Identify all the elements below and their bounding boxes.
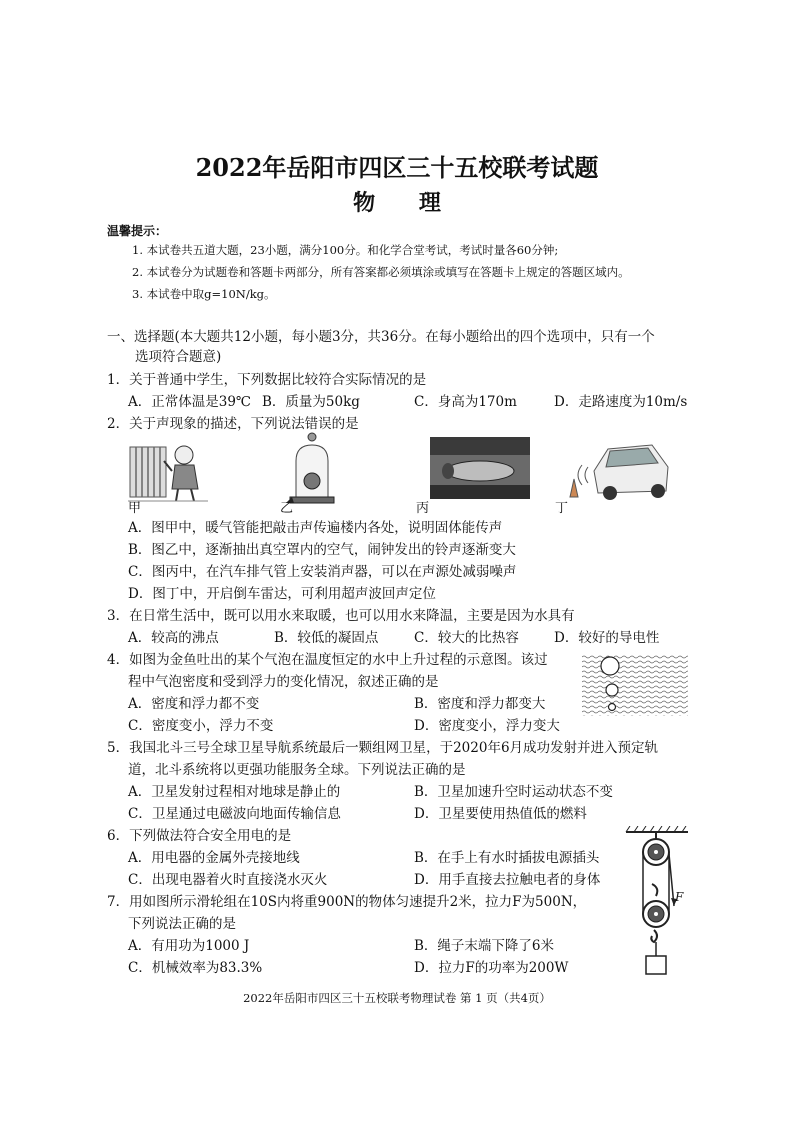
q4-option-a: A．密度和浮力都不变	[128, 696, 260, 712]
section-heading: 一、选择题(本大题共12小题，每小题3分，共36分。在每小题给出的四个选项中，只有一个	[107, 329, 655, 345]
q1-stem: 1．关于普通中学生，下列数据比较符合实际情况的是	[107, 372, 427, 388]
q4-option-d: D．密度变小，浮力变大	[414, 718, 560, 734]
q1-option-d: D．走路速度为10m/s	[554, 394, 688, 410]
q1-option-c: C．身高为170m	[414, 394, 517, 410]
q2-option-b: B．图乙中，逐渐抽出真空罩内的空气，闹钟发出的铃声逐渐变大	[128, 542, 516, 558]
q1-option-a: A．正常体温是39℃	[128, 394, 252, 410]
q6-stem: 6．下列做法符合安全用电的是	[107, 828, 292, 844]
q7-option-b: B．绳子末端下降了6米	[414, 938, 555, 954]
q7-option-c: C．机械效率为83.3%	[128, 960, 263, 976]
q7-option-a: A．有用功为1000 J	[128, 938, 250, 954]
muffler-figure	[430, 437, 530, 499]
q6-option-b: B．在手上有水时插拔电源插头	[414, 850, 600, 866]
figure-label-jia: 甲	[128, 501, 142, 516]
q2-option-d: D．图丁中，开启倒车雷达，可利用超声波回声定位	[128, 586, 436, 602]
q1-option-b: B．质量为50kg	[262, 394, 360, 410]
notice-label: 温馨提示：	[107, 224, 168, 238]
section-heading-cont: 选项符合题意)	[135, 349, 222, 365]
figure-label-ding: 丁	[555, 501, 569, 516]
reversing-car-figure	[560, 437, 670, 503]
q4-option-b: B．密度和浮力都变大	[414, 696, 546, 712]
notice-item-2: 2. 本试卷分为试题卷和答题卡两部分，所有答案都必须填涂或填写在答题卡上规定的答题区域内。	[132, 265, 630, 279]
q4-option-c: C．密度变小，浮力不变	[128, 718, 274, 734]
bubbles-figure	[582, 654, 688, 716]
q2-option-c: C．图丙中，在汽车排气管上安装消声器，可以在声源处减弱噪声	[128, 564, 517, 580]
figure-label-bing: 丙	[416, 501, 430, 516]
q5-option-b: B．卫星加速升空时运动状态不变	[414, 784, 613, 800]
q6-option-d: D．用手直接去拉触电者的身体	[414, 872, 601, 888]
notice-item-1: 1. 本试卷共五道大题，23小题，满分100分。和化学合堂考试，考试时量各60分钟;	[132, 243, 559, 257]
q5-option-c: C．卫星通过电磁波向地面传输信息	[128, 806, 341, 822]
q4-stem: 4．如图为金鱼吐出的某个气泡在温度恒定的水中上升过程的示意图。该过	[107, 652, 548, 668]
q3-option-a: A．较高的沸点	[128, 630, 219, 646]
q5-option-a: A．卫星发射过程相对地球是静止的	[128, 784, 341, 800]
q3-option-c: C．较大的比热容	[414, 630, 519, 646]
notice-item-3: 3. 本试卷中取g=10N/kg。	[132, 287, 276, 301]
q5-stem-cont: 道，北斗系统将以更强功能服务全球。下列说法正确的是	[128, 762, 466, 778]
page-footer: 2022年岳阳市四区三十五校联考物理试卷 第 1 页（共4页）	[243, 991, 551, 1005]
radiator-figure	[128, 437, 210, 505]
force-label: F	[675, 890, 684, 904]
q6-option-c: C．出现电器着火时直接浇水灭火	[128, 872, 328, 888]
figure-label-yi: 乙	[280, 501, 294, 516]
q7-option-d: D．拉力F的功率为200W	[414, 960, 569, 976]
q2-option-a: A．图甲中，暖气管能把敲击声传遍楼内各处，说明固体能传声	[128, 520, 503, 536]
page-title: 2022年岳阳市四区三十五校联考试题	[195, 153, 599, 182]
q7-stem: 7．用如图所示滑轮组在10S内将重900N的物体匀速提升2米，拉力F为500N，	[107, 894, 587, 910]
q7-stem-cont: 下列说法正确的是	[128, 916, 236, 932]
q6-option-a: A．用电器的金属外壳接地线	[128, 850, 300, 866]
q3-option-b: B．较低的凝固点	[274, 630, 379, 646]
q4-stem-cont: 程中气泡密度和受到浮力的变化情况，叙述正确的是	[128, 674, 439, 690]
q5-option-d: D．卫星要使用热值低的燃料	[414, 806, 587, 822]
subject-title: 物 理	[353, 190, 459, 216]
q5-stem: 5．我国北斗三号全球卫星导航系统最后一颗组网卫星，于2020年6月成功发射并进入预定轨	[107, 740, 659, 756]
q3-option-d: D．较好的导电性	[554, 630, 660, 646]
q2-stem: 2．关于声现象的描述，下列说法错误的是	[107, 416, 359, 432]
q3-stem: 3．在日常生活中，既可以用水来取暖，也可以用水来降温，主要是因为水具有	[107, 608, 575, 624]
